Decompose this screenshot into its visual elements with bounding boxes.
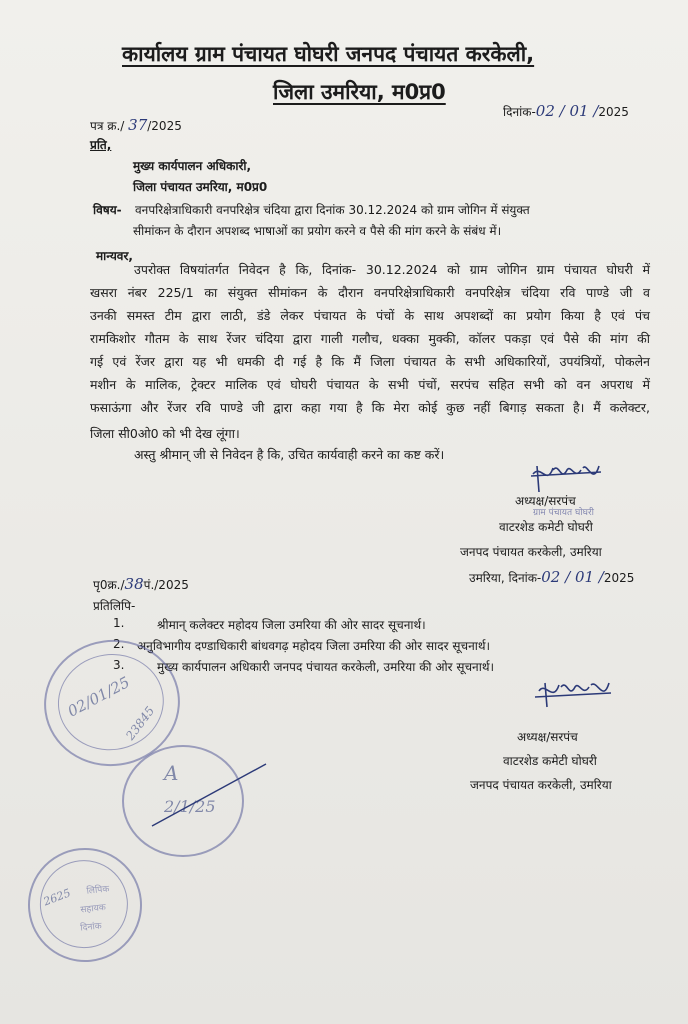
place-2: जनपद पंचायत करकेली, उमरिया: [470, 778, 612, 792]
letter-number: [90, 116, 182, 134]
inward-stamp-3: [22, 842, 147, 967]
body-line-1: उपरोक्त विषयांतर्गत निवेदन है कि, दिनांक- 30.12.2024 को ग्राम जोगिन ग्राम पंचायत घोघरी में: [134, 262, 650, 277]
endorsement-prefix: पृ0क्र./: [93, 578, 125, 592]
stamp3-label1: लिपिक: [86, 884, 110, 897]
letter-date-year: 2025: [598, 105, 629, 119]
letter-date: [503, 102, 629, 120]
endorsement-number: [93, 575, 189, 593]
body-line-5: गई एवं रेंजर द्वारा यह भी धमकी दी गई है कि मैं जिला पंचायत के सभी अधिकारियों, उपयंत्रियों, पोकलेन: [90, 354, 650, 369]
subject-line1: वनपरिक्षेत्राधिकारी वनपरिक्षेत्र चंदिया द्वारा दिनांक 30.12.2024 को ग्राम जोगिन में संयुक्त: [135, 203, 530, 217]
organization-1: वाटरशेड कमेटी घोघरी: [499, 520, 593, 534]
signature-2: [533, 675, 613, 717]
body-line-7: फसाऊंगा और रेंजर रवि पाण्डे जी द्वारा कहा गया है कि मेरा कोई कुछ नहीं बिगाड़ सकता है। मैं कलेक्टर,: [90, 400, 650, 415]
copy-item-3-text: मुख्य कार्यपालन अधिकारी जनपद पंचायत करकेली, उमरिया की ओर सूचनार्थ।: [157, 660, 495, 674]
office-header-line2: जिला उमरिया, म0प्र0: [273, 80, 446, 104]
subject-label: विषय-: [93, 203, 122, 217]
pen-stroke: [150, 760, 270, 830]
copy-item-2-text: अनुविभागीय दण्डाधिकारी बांधवगढ़ महोदय जिला उमरिया की ओर सादर सूचनार्थ।: [137, 639, 491, 653]
copy-item-3-num: 3.: [113, 658, 125, 672]
office-header-line1: कार्यालय ग्राम पंचायत घोघरी जनपद पंचायत करकेली,: [122, 42, 535, 66]
copy-item-1-text: श्रीमान् कलेक्टर महोदय जिला उमरिया की ओर सादर सूचनार्थ।: [157, 618, 426, 632]
designation-2: अध्यक्ष/सरपंच: [517, 730, 578, 744]
salutation: मान्यवर,: [96, 249, 133, 263]
recipient-line2: जिला पंचायत उमरिया, म0प्र0: [133, 180, 268, 194]
letter-number-handwritten: 37: [128, 116, 148, 134]
place-1: जनपद पंचायत करकेली, उमरिया: [460, 545, 602, 559]
signature-date-prefix: उमरिया, दिनांक-: [469, 571, 542, 585]
letter-number-prefix: पत्र क्र./: [90, 119, 125, 133]
signature-date: [469, 568, 634, 586]
endorsement-number-handwritten: 38: [124, 575, 144, 593]
body-line-3: उनकी समस्त टीम द्वारा लाठी, डंडे लेकर पंचायत के पंचों के साथ अपशब्दों का प्रयोग किया है एवं पंच: [90, 308, 650, 323]
endorsement-year: /2025: [154, 578, 189, 592]
stamp3-number: 2625: [41, 886, 73, 909]
stamp1-date: 02/01/25: [64, 673, 133, 721]
closing-request: अस्तु श्रीमान् जी से निवेदन है कि, उचित कार्यवाही करने का कष्ट करें।: [134, 447, 445, 462]
copy-label: प्रतिलिपि-: [93, 599, 136, 613]
recipient-line1: मुख्य कार्यपालन अधिकारी,: [133, 159, 252, 173]
organization-2: वाटरशेड कमेटी घोघरी: [503, 754, 597, 768]
letter-number-year: /2025: [147, 119, 182, 133]
signature-date-year: 2025: [603, 571, 635, 585]
subject-line2: सीमांकन के दौरान अपशब्द भाषाओं का प्रयोग करने व पैसे की मांग करने के संबंध में।: [133, 224, 502, 238]
stamp1-number: 23845: [123, 703, 158, 743]
signature-2-drawing: [533, 675, 613, 713]
stamp2-letter: A: [164, 761, 179, 785]
to-label: प्रति,: [90, 138, 112, 152]
endorsement-suffix: पं.: [143, 578, 155, 592]
body-line-8: जिला सी0ओ0 को भी देख लूंगा।: [90, 426, 240, 441]
body-line-6: मशीन के मालिक, ट्रेक्टर मालिक एवं घोघरी पंचायत के सभी पंचों, सरपंच सहित सभी को वन अपराध में: [90, 377, 650, 392]
body-line-2: खसरा नंबर 225/1 का संयुक्त सीमांकन के दौरान वनपरिक्षेत्राधिकारी वनपरिक्षेत्र चंदिया रवि पाण्डे जी व: [90, 285, 650, 300]
body-line-4: रामकिशोर गौतम के साथ रेंजर चंदिया द्वारा गाली गलौच, धक्का मुक्की, कॉलर पकड़ा एवं पैसे की मांग की: [90, 331, 650, 346]
stamp3-label2: सहायक: [80, 902, 107, 916]
stamp3-label3: दिनांक: [79, 921, 103, 934]
designation-1: अध्यक्ष/सरपंच: [515, 494, 576, 508]
copy-item-1-num: 1.: [113, 616, 125, 630]
stamp2-date: 2/1/25: [164, 797, 216, 816]
signature-date-handwritten: 02 / 01 /: [541, 568, 604, 586]
copy-item-2-num: 2.: [113, 637, 125, 651]
letter-date-handwritten: 02 / 01 /: [535, 102, 599, 120]
letter-date-label: दिनांक-: [503, 105, 536, 119]
panchayat-seal-text: ग्राम पंचायत घोघरी: [533, 508, 595, 518]
